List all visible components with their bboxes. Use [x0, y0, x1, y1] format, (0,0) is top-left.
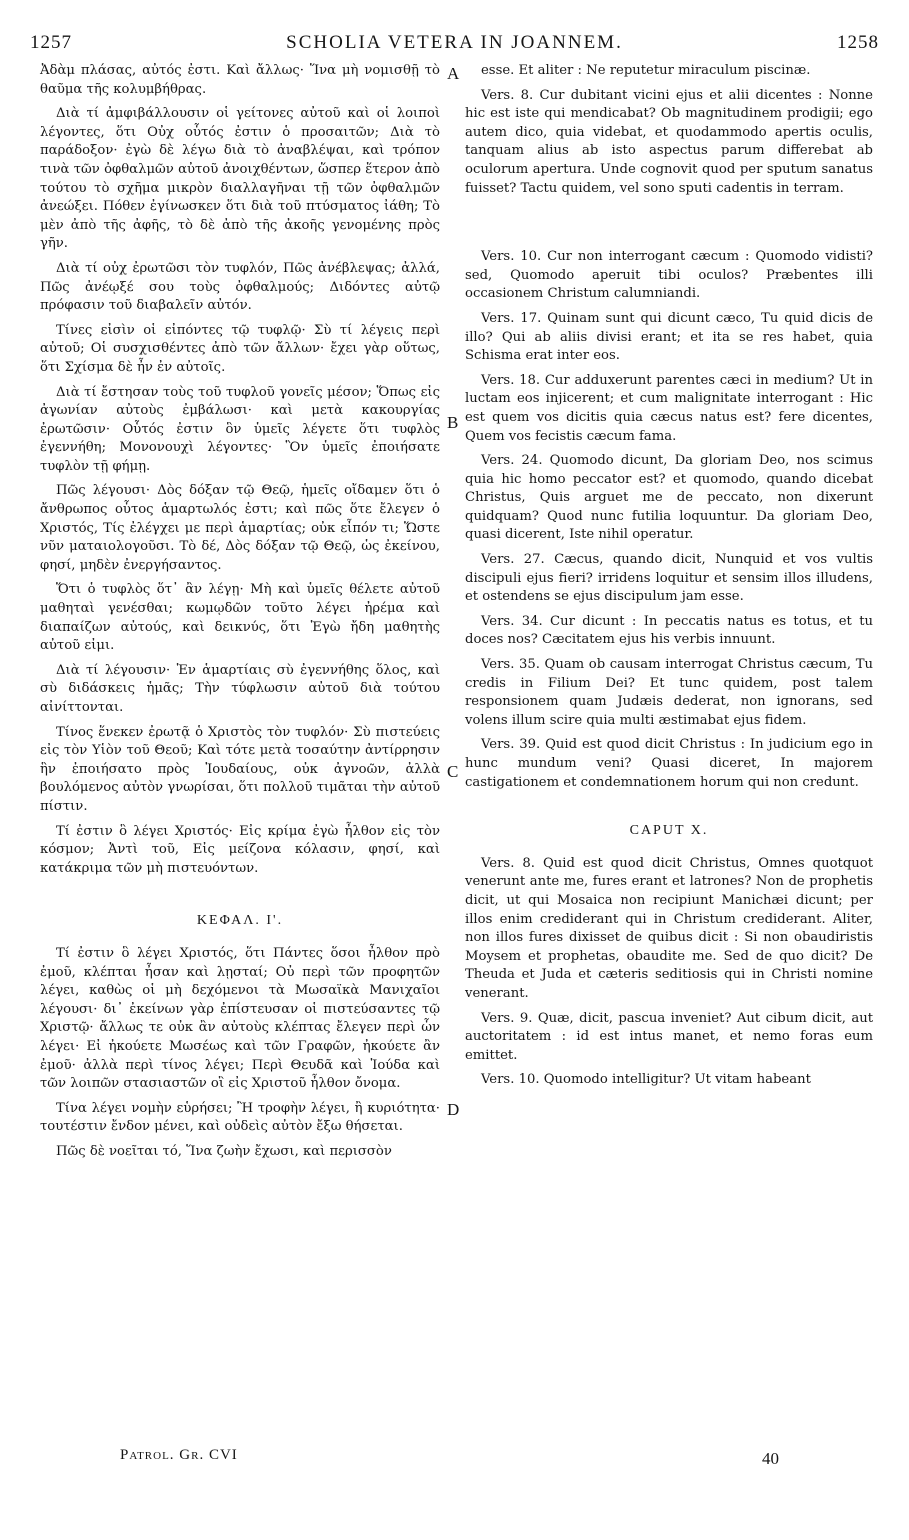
margin-letter-b: B: [447, 413, 459, 432]
latin-paragraph: Vers. 8. Cur dubitant vicini ejus et alii dicentes : Nonne hic est iste qui mendicabat? Ob magnitudinem prodigii; ego autem dico, quia videbat, et quodammodo apertis oculis, tanquam alius ab isto aspectus parum differebat ab oculorum apertura. Unde cognovit quod per sputum sanatus fuisset? Tactu quidem, vel sono sputi cadentis in terram.: [465, 87, 873, 196]
page-header: [30, 32, 879, 62]
greek-paragraph: Πῶς λέγουσι· Δὸς δόξαν τῷ Θεῷ, ἡμεῖς οἴδαμεν ὅτι ὁ ἄνθρωπος οὗτος ἁμαρτωλός ἐστι; καὶ πῶς ὅτε ἔλεγεν ὁ Χριστός, Τίς ἐλέγχει με περὶ ἁμαρτίας; οὐκ εἶπόν τι; Ὥστε νῦν ματαιολογοῦσι. Τὸ δέ, Δὸς δόξαν τῷ Θεῷ, ὡς ἐκείνου, φησί, μηδὲν ἐνεργήσαντος.: [40, 483, 440, 573]
latin-paragraph: Vers. 10. Cur non interrogant cæcum : Quomodo vidisti? sed, Quomodo aperuit tibi oculos? Præbentes illi occasionem Christum calumniandi.: [465, 249, 873, 302]
sheet-number: 40: [762, 1449, 779, 1468]
greek-paragraph: Ὅτι ὁ τυφλὸς ὅτ᾽ ἂν λέγῃ· Μὴ καὶ ὑμεῖς θέλετε αὐτοῦ μαθηταὶ γενέσθαι; κωμῳδῶν τοῦτο λέγει ἠρέμα καὶ διαπαίζων αὐτούς, καὶ δεικνύς, ὅτι Ἐγὼ ἤδη μαθητὴς αὐτοῦ εἰμι.: [40, 582, 440, 654]
greek-paragraph: Πῶς δὲ νοεῖται τό, Ἵνα ζωὴν ἔχωσι, καὶ περισσὸν: [56, 1143, 392, 1159]
latin-paragraph: esse. Et aliter : Ne reputetur miraculum piscinæ.: [481, 63, 811, 78]
greek-paragraph: Ἀδὰμ πλάσας, αὐτός ἐστι. Καὶ ἄλλως· Ἵνα μὴ νομισθῇ τὸ θαῦμα τῆς κολυμβήθρας.: [40, 63, 440, 97]
series-signature: Patrol. Gr. CVI: [120, 1447, 238, 1463]
greek-paragraph: Τίνος ἕνεκεν ἐρωτᾷ ὁ Χριστὸς τὸν τυφλόν· Σὺ πιστεύεις εἰς τὸν Υἱὸν τοῦ Θεοῦ; Καὶ τότε μετὰ τοσαύτην ἀντίρρησιν ἣν ἐποιήσατο πρὸς Ἰουδαίους, οὐκ ἀγνοῶν, ἀλλὰ βουλόμενος αὐτὸν γνωρίσαι, ὅτι πολλοῦ τιμᾶται τὴν αὐτοῦ πίστιν.: [40, 724, 440, 814]
latin-paragraph: Vers. 35. Quam ob causam interrogat Christus cæcum, Tu credis in Filium Dei? Et tunc quidem, post talem responsionem quam Judæis dederat, non ignorans, sed volens illum scire quia multi æstimabat ejus fidem.: [465, 657, 873, 728]
latin-paragraph: Vers. 39. Quid est quod dicit Christus : In judicium ego in hunc mundum veni? Quasi diceret, In majorem castigationem et condemnationem horum qui non credunt.: [465, 737, 873, 790]
greek-paragraph: Τί ἐστιν ὃ λέγει Χριστός· Εἰς κρίμα ἐγὼ ἦλθον εἰς τὸν κόσμον; Ἀντὶ τοῦ, Εἰς μείζονα κόλασιν, φησί, καὶ κατάκριμα τῶν μὴ πιστευόντων.: [40, 823, 440, 876]
running-title: SCHOLIA VETERA IN JOANNEM.: [286, 32, 623, 53]
latin-column: [465, 62, 873, 1096]
page-number-right: 1258: [837, 32, 879, 53]
latin-paragraph: Vers. 27. Cæcus, quando dicit, Nunquid et vos vultis discipuli ejus fieri? irridens loquitur et sensim illos illudens, et ostendens se ejus discipulum jam esse.: [465, 552, 873, 605]
latin-paragraph: Vers. 34. Cur dicunt : In peccatis natus es totus, et tu doces nos? Cæcitatem ejus his verbis innuunt.: [465, 613, 873, 648]
greek-paragraph: Τίνα λέγει νομὴν εὑρήσει; Ἢ τροφὴν λέγει, ἢ κυριότητα· τουτέστιν ἔνδον μένει, καὶ οὐδεὶς αὐτὸν ἔξω θήσεται.: [40, 1100, 440, 1135]
greek-paragraph: Τίνες εἰσὶν οἱ εἰπόντες τῷ τυφλῷ· Σὺ τί λέγεις περὶ αὐτοῦ; Οἱ συσχισθέντες ἀπὸ τῶν ἄλλων· ἔχει γὰρ οὕτως, ὅτι Σχίσμα δὲ ἦν ἐν αὐτοῖς.: [40, 322, 440, 375]
greek-paragraph: Διὰ τί λέγουσιν· Ἐν ἁμαρτίαις σὺ ἐγεννήθης ὅλος, καὶ σὺ διδάσκεις ἡμᾶς; Τὴν τύφλωσιν αὐτοῦ διὰ τούτου αἰνίττονται.: [40, 662, 440, 715]
latin-paragraph: Vers. 10. Quomodo intelligitur? Ut vitam habeant: [481, 1072, 811, 1088]
greek-paragraph: Τί ἐστιν ὃ λέγει Χριστός, ὅτι Πάντες ὅσοι ἦλθον πρὸ ἐμοῦ, κλέπται ἦσαν καὶ λῃσταί; Οὐ περὶ τῶν προφητῶν λέγει, καθὼς οἱ μὴ δεχόμενοι τὰ Μωσαϊκὰ Μανιχαῖοι λέγουσι· δι᾽ ἐκείνων γὰρ ἐπίστευσαν οἱ πιστεύσαντες τῷ Χριστῷ· ἄλλως τε οὐκ ἂν αὐτοὺς κλέπτας ἔλεγεν περὶ ὧν λέγει· Εἰ ἠκούετε Μωσέως καὶ τῶν Γραφῶν, ἠκούετε ἂν ἐμοῦ· ἀλλὰ περὶ τίνος λέγει; Περὶ Θευδᾶ καὶ Ἰούδα καὶ τῶν λοιπῶν στασιαστῶν οἳ εἰς Χριστοῦ ἦλθον ὄνομα.: [40, 945, 440, 1092]
greek-paragraph: Διὰ τί οὐχ ἐρωτῶσι τὸν τυφλόν, Πῶς ἀνέβλεψας; ἀλλά, Πῶς ἀνέῳξέ σου τοὺς ὀφθαλμούς; Διδόντες αὐτῷ πρόφασιν τοῦ διαβαλεῖν αὐτόν.: [40, 260, 440, 314]
latin-paragraph: Vers. 24. Quomodo dicunt, Da gloriam Deo, nos scimus quia hic homo peccator est? et quomodo, quando dicebat Christus, Quis arguet me de peccato, non dixerunt quidquam? Quod nunc futilia loquuntur. Da gloriam Deo, quasi dicerent, Iste nihil operatur.: [465, 453, 873, 543]
margin-letter-d: D: [447, 1100, 460, 1119]
margin-letter-a: A: [447, 64, 460, 83]
greek-column: [40, 62, 440, 1167]
margin-letter-c: C: [447, 762, 459, 781]
latin-paragraph: Vers. 17. Quinam sunt qui dicunt cæco, Tu quid dicis de illo? Qui ab aliis divisi erant; et ita se res habet, quia Schisma erat inter eos.: [465, 310, 873, 364]
greek-paragraph: Διὰ τί ἔστησαν τοὺς τοῦ τυφλοῦ γονεῖς μέσον; Ὅπως εἰς ἀγωνίαν αὐτοὺς ἐμβάλωσι· καὶ μετὰ κακουργίας ἐρωτῶσιν· Οὗτός ἐστιν ὃν ὑμεῖς λέγετε ὅτι τυφλὸς ἐγεννήθη; Μονονουχὶ λέγοντες· Ὃν ὑμεῖς ἐποιήσατε τυφλὸν τῇ φήμῃ.: [40, 384, 440, 474]
page-number-left: 1257: [30, 32, 72, 53]
greek-paragraph: Διὰ τί ἀμφιβάλλουσιν οἱ γείτονες αὐτοῦ καὶ οἱ λοιποὶ λέγοντες, ὅτι Οὐχ οὗτός ἐστιν ὁ προσαιτῶν; Διὰ τὸ παράδοξον· ἐγὼ δὲ λέγω διὰ τὸ ἀναβλέψαι, καὶ τρόπον τινὰ τῶν ὀφθαλμῶν αὐτοῦ ἀνοιχθέντων, ὥσπερ ἕτερον ἀπὸ τούτου τὸ σχῆμα μικρὸν διαλλαγῆναι τῇ τῶν ὀφθαλμῶν ἀνεώξει. Πόθεν ἐγίνωσκεν ὅτι διὰ τοῦ πτύσματος ἰάθη; Τὸ μὲν ἀπὸ τῆς ἀφῆς, τὸ δὲ ἀπὸ τῆς ἀκοῆς γενομένης πρὸς γῆν.: [40, 106, 440, 252]
latin-paragraph: Vers. 8. Quid est quod dicit Christus, Omnes quotquot venerunt ante me, fures erant et latrones? Non de prophetis dicit, ut qui Mosaica non recipiunt Manichæi dicunt; per illos enim crediderant qui in Christum crediderant. Aliter, non illos fures dixisset de quibus dicit : Si non obaudiristis Moysem et prophetas, obaudite me. Sed de quo dicit? De Theuda et Juda et cæteris seditiosis qui in Christi nomine venerant.: [465, 855, 873, 1001]
latin-paragraph: Vers. 9. Quæ, dicit, pascua inveniet? Aut cibum dicit, aut auctoritatem : id est intus manet, et nemo foras eum emittet.: [465, 1010, 873, 1063]
latin-chapter-heading: CAPUT X.: [629, 823, 709, 839]
greek-chapter-heading: ΚΕΦΑΛ. Ι'.: [196, 913, 284, 929]
latin-paragraph: Vers. 18. Cur adduxerunt parentes cæci in medium? Ut in luctam eos injicerent; et cum malignitate interrogant : Hic est quem vos dicitis quia cæcus natus est? fere dicentes, Quem vos fecistis cæcum fama.: [465, 372, 873, 444]
